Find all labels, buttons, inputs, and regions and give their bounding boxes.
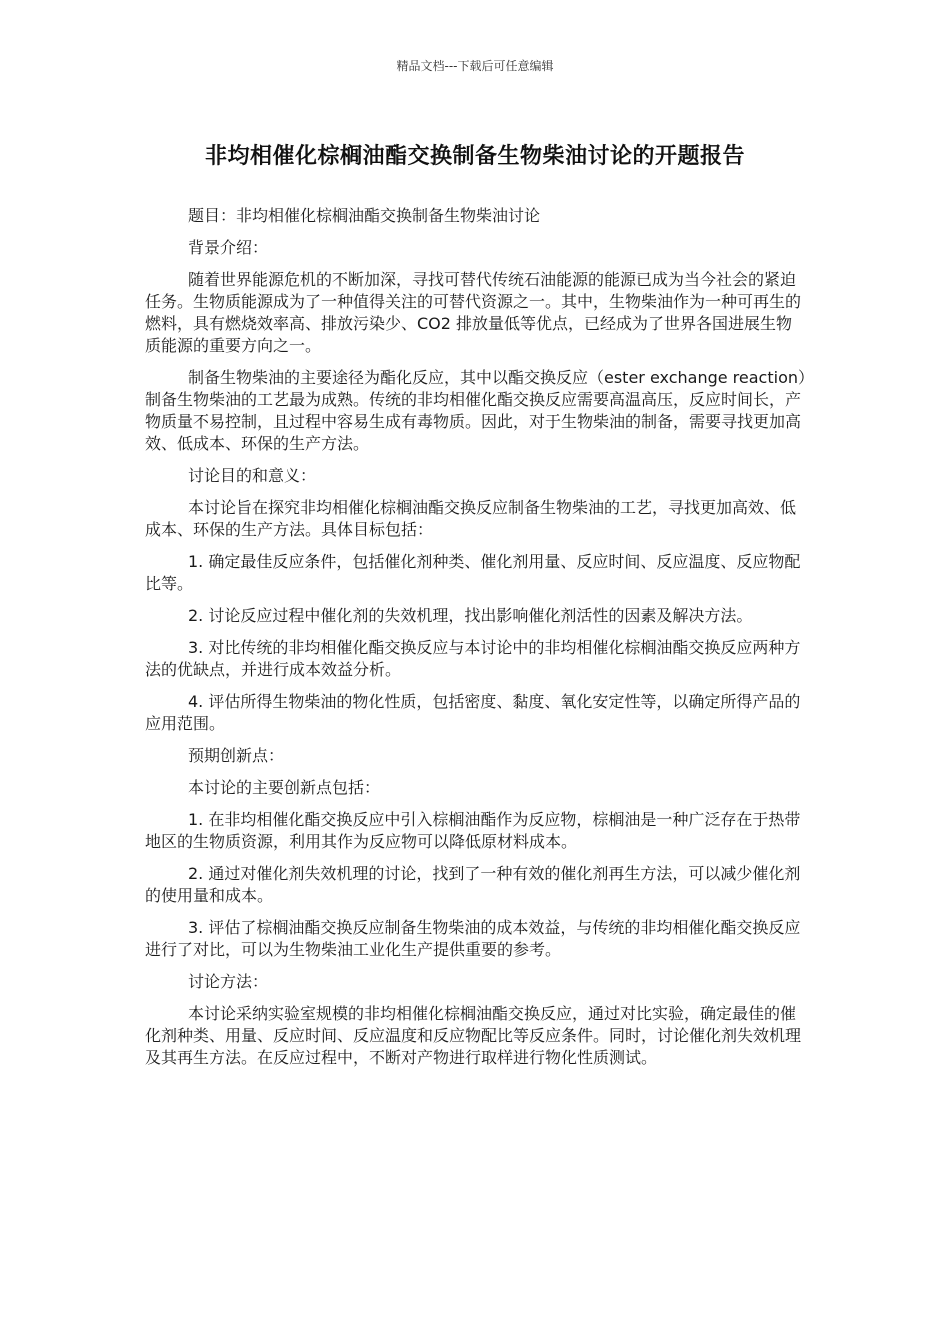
list-item-purpose-4: 4. 评估所得生物柴油的物化性质，包括密度、黏度、氧化安定性等，以确定所得产品的应用范围。 (145, 692, 801, 733)
paragraph-background-2: 制备生物柴油的主要途径为酯化反应，其中以酯交换反应（ester exchange reaction）制备生物柴油的工艺最为成熟。传统的非均相催化酯交换反应需要高温高压，反应时间长，产物质量不易控制，且过程中容易生成有毒物质。因此，对于生物柴油的制备，需要寻找更加高效、低成本、环保的生产方法。 (145, 368, 807, 453)
paragraph-topic: 题目：非均相催化棕榈油酯交换制备生物柴油讨论 (188, 206, 541, 225)
section-heading-innovation: 预期创新点： (188, 746, 285, 765)
list-item-innovation-2: 2. 通过对催化剂失效机理的讨论，找到了一种有效的催化剂再生方法，可以减少催化剂的使用量和成本。 (145, 864, 801, 905)
list-item-purpose-2: 2. 讨论反应过程中催化剂的失效机理，找出影响催化剂活性的因素及解决方法。 (188, 606, 753, 625)
paragraph-background-1: 随着世界能源危机的不断加深，寻找可替代传统石油能源的能源已成为当今社会的紧迫任务。生物质能源成为了一种值得关注的可替代资源之一。其中，生物柴油作为一种可再生的燃料，具有燃烧效率高、排放污染少、CO2 排放量低等优点，已经成为了世界各国进展生物质能源的重要方向之一。 (145, 270, 802, 355)
section-heading-method: 讨论方法： (188, 972, 269, 991)
section-heading-background: 背景介绍： (188, 238, 269, 257)
paragraph-method: 本讨论采纳实验室规模的非均相催化棕榈油酯交换反应，通过对比实验，确定最佳的催化剂种类、用量、反应时间、反应温度和反应物配比等反应条件。同时，讨论催化剂失效机理及其再生方法。在反应过程中，不断对产物进行取样进行物化性质测试。 (145, 1004, 802, 1067)
document-body (145, 205, 807, 1079)
list-item-innovation-1: 1. 在非均相催化酯交换反应中引入棕榈油酯作为反应物，棕榈油是一种广泛存在于热带地区的生物质资源，利用其作为反应物可以降低原材料成本。 (145, 810, 801, 851)
paragraph-purpose-intro: 本讨论旨在探究非均相催化棕榈油酯交换反应制备生物柴油的工艺，寻找更加高效、低成本、环保的生产方法。具体目标包括： (145, 498, 797, 539)
list-item-purpose-3: 3. 对比传统的非均相催化酯交换反应与本讨论中的非均相催化棕榈油酯交换反应两种方法的优缺点，并进行成本效益分析。 (145, 638, 801, 679)
header-note: 精品文档---下载后可任意编辑 (396, 59, 554, 73)
document-title: 非均相催化棕榈油酯交换制备生物柴油讨论的开题报告 (204, 144, 745, 169)
paragraph-innovation-intro: 本讨论的主要创新点包括： (188, 778, 381, 797)
list-item-purpose-1: 1. 确定最佳反应条件，包括催化剂种类、催化剂用量、反应时间、反应温度、反应物配比等。 (145, 552, 801, 593)
section-heading-purpose: 讨论目的和意义： (188, 466, 317, 485)
list-item-innovation-3: 3. 评估了棕榈油酯交换反应制备生物柴油的成本效益，与传统的非均相催化酯交换反应进行了对比，可以为生物柴油工业化生产提供重要的参考。 (145, 918, 801, 959)
